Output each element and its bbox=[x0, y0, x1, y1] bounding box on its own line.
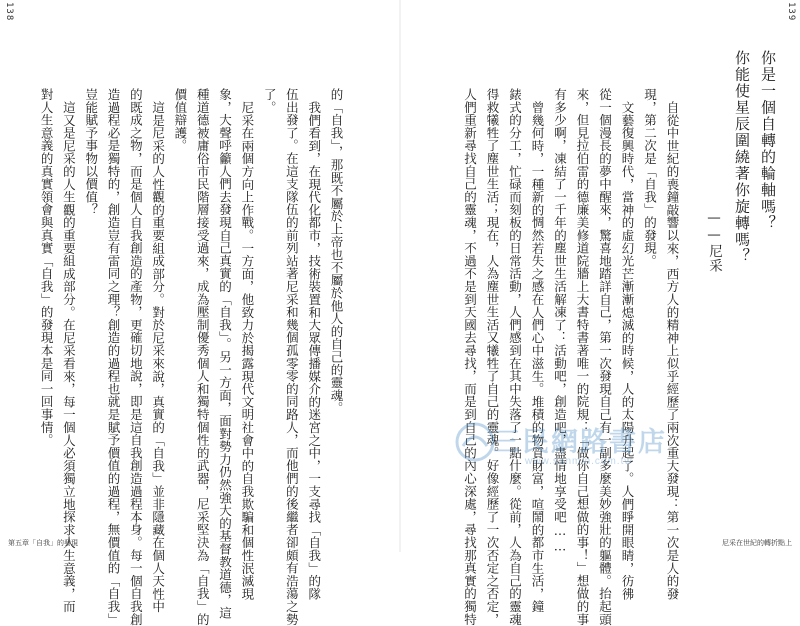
right-page bbox=[400, 0, 800, 626]
right-page-text-column: 來，但見拉伯雷的德廉美修道院牆上大書特書著唯一的院規：「做你自己想做的事！」想做的事 bbox=[575, 88, 590, 626]
left-page-text-column: 尼采在兩個方向上作戰。一方面，他致力於揭露現代文明社會中的自我欺騙和個性泯滅現 bbox=[239, 101, 255, 601]
left-page-text-column: 這又是尼采的人生觀的重要組成部分。在尼采看來，每一個人必須獨立地探求人生意義，而 bbox=[61, 101, 77, 613]
right-page-text-column: 現，第二次是「自我」的發現。 bbox=[642, 88, 658, 268]
left-page-text-column: 的既成之物，而是個人自我創造的產物，更確切地說，即是這自我創造過程本身。每一個自我創 bbox=[128, 88, 144, 626]
left-page-text-column: 這是尼采的人性觀的重要組成部分。對於尼采來說，真實的「自我」並非隱藏在個人天性中 bbox=[150, 101, 166, 613]
right-page-text-column: 自從中世紀的喪鐘敲響以來，西方人的精神上似乎經歷了兩次重大發現：第一次是人的發 bbox=[665, 101, 680, 601]
watermark-text: 三民網路書店 bbox=[493, 427, 667, 458]
left-page-number: 138 bbox=[4, 2, 14, 22]
left-page-text-column: 種道德被庸俗市民階層接受過來，成為壓制優秀個人和獨特個性的武器，尼采堅決為「自我」的 bbox=[195, 88, 211, 626]
left-page-text-column: 了。 bbox=[262, 88, 278, 114]
right-page-text-column: 從一個漫長的夢中醒來，驚喜地踏詳自己，第一次發現自己有一副多麼美妙強壯的軀體。抬起頭 bbox=[597, 88, 613, 626]
right-running-foot: 尼采在世紀的轉折點上 bbox=[722, 539, 792, 547]
right-page-number: 139 bbox=[786, 2, 796, 22]
left-running-foot: 第五章「自我」的發現 bbox=[8, 539, 78, 547]
epigraph-author: ——尼采 bbox=[706, 210, 722, 273]
watermark-emblem-icon bbox=[455, 422, 495, 462]
left-page-text-column: 對人生意義的真實領會與真實「自我」的發現本是同一回事情。 bbox=[39, 88, 55, 447]
left-page-text-column: 價值辯護。 bbox=[172, 88, 188, 152]
epigraph-line-2: 你能使星辰圍繞著你旋轉嗎？ bbox=[733, 50, 751, 265]
right-page-text-column: 文藝復興時代，當神的虛幻光芒漸漸熄滅的時候，人的太陽升起了。人們睜開眼睛，彷彿 bbox=[620, 101, 635, 601]
epigraph-line-1: 你是一個自轉的輪軸嗎？ bbox=[759, 50, 777, 232]
left-page-text-column: 造過程必是獨特的，創造豈有雷同之理？創造的過程也就是賦予價值的過程，無價值的「自我」 bbox=[106, 88, 121, 626]
left-page-text-column: 象，大聲呼籲人們去發現自己真實的「自我」。另一方面，面對勢力仍然強大的基督教道德，這 bbox=[217, 88, 233, 620]
right-page-text-column: 人們重新尋找自己的靈魂，不過不是到天國去尋找，而是到自己的內心深處，尋找那真實的獨特 bbox=[462, 88, 478, 626]
watermark-url: www.sanmin.com.tw bbox=[525, 456, 633, 467]
left-page-text-column: 伍出發了。在這支隊伍的前列站著尼采和幾個孤零零的同路人，而他們的後繼者卻頗有浩蕩之勢 bbox=[284, 88, 300, 626]
right-page-text-column: 有多少啊，凍結了一千年的塵世生活解凍了：活動吧，創造吧，盡情地享受吧…… bbox=[552, 88, 568, 554]
right-page-text-column: 曾幾何時，一種新的惆然若失之感在人們心中滋生。堆積的物質財富，喧鬧的都市生活，鐘 bbox=[530, 101, 545, 613]
left-page-text-column: 的「自我」，那既不屬於上帝也不屬於他人的自己的靈魂。 bbox=[329, 88, 344, 415]
left-page-text-column: 豈能賦予事物以價值？ bbox=[83, 88, 99, 216]
right-page-text-column: 錶式的分工，忙碌而刻板的日常活動，人們感到在其中失落了一點什麼。從前，人為自己的靈魂 bbox=[507, 88, 523, 626]
right-page-text-column: 得救犧牲了塵世生活；現在，人為塵世生活又犧牲了自己的靈魂。好像經歷了一次否定之否定， bbox=[485, 88, 500, 626]
left-page-text-column: 我們看到，在現代化都市，技術裝置和大眾傳播媒介的迷宮之中，一支尋找「自我」的隊 bbox=[306, 101, 322, 601]
